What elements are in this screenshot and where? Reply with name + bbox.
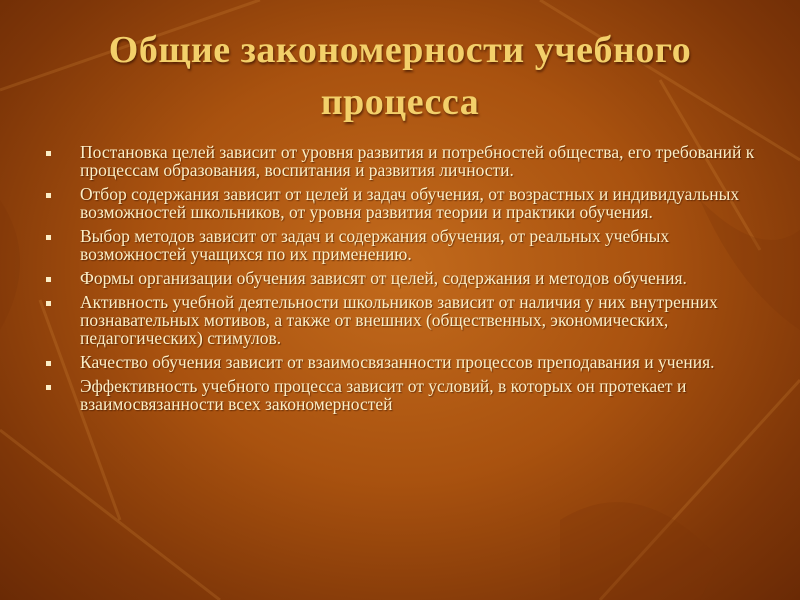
bullet-text: Качество обучения зависит от взаимосвязанности процессов преподавания и учения. (80, 352, 715, 372)
square-bullet-icon (46, 385, 51, 390)
slide-title (40, 24, 760, 128)
bullet-text: Отбор содержания зависит от целей и задач обучения, от возрастных и индивидуальных возможностей школьников, от уровня развития теории и практики обучения. (80, 184, 740, 222)
bullet-item (44, 293, 764, 347)
bullet-item (44, 143, 764, 179)
square-bullet-icon (46, 361, 51, 366)
title-line-1: Общие закономерности учебного (108, 29, 692, 71)
bullet-item (44, 353, 764, 371)
bullet-text: Постановка целей зависит от уровня развития и потребностей общества, его требований к процессам образования, воспитания и развития личности. (80, 142, 755, 180)
title-line-2: процесса (320, 81, 480, 123)
bullet-text: Активность учебной деятельности школьников зависит от наличия у них внутренних познавательных мотивов, а также от внешних (общественных, экономических, педагогических) стимулов. (80, 292, 718, 348)
bullet-item (44, 377, 764, 413)
bullet-text: Выбор методов зависит от задач и содержания обучения, от реальных учебных возможностей учащихся по их применению. (80, 226, 670, 264)
bullet-list (44, 143, 764, 419)
square-bullet-icon (46, 151, 51, 156)
square-bullet-icon (46, 193, 51, 198)
bullet-item (44, 227, 764, 263)
square-bullet-icon (46, 301, 51, 306)
square-bullet-icon (46, 277, 51, 282)
bullet-text: Эффективность учебного процесса зависит от условий, в которых он протекает и взаимосвязанности всех закономерностей (80, 376, 687, 414)
square-bullet-icon (46, 235, 51, 240)
bullet-text: Формы организации обучения зависят от целей, содержания и методов обучения. (80, 268, 687, 288)
bullet-item (44, 185, 764, 221)
bullet-item (44, 269, 764, 287)
